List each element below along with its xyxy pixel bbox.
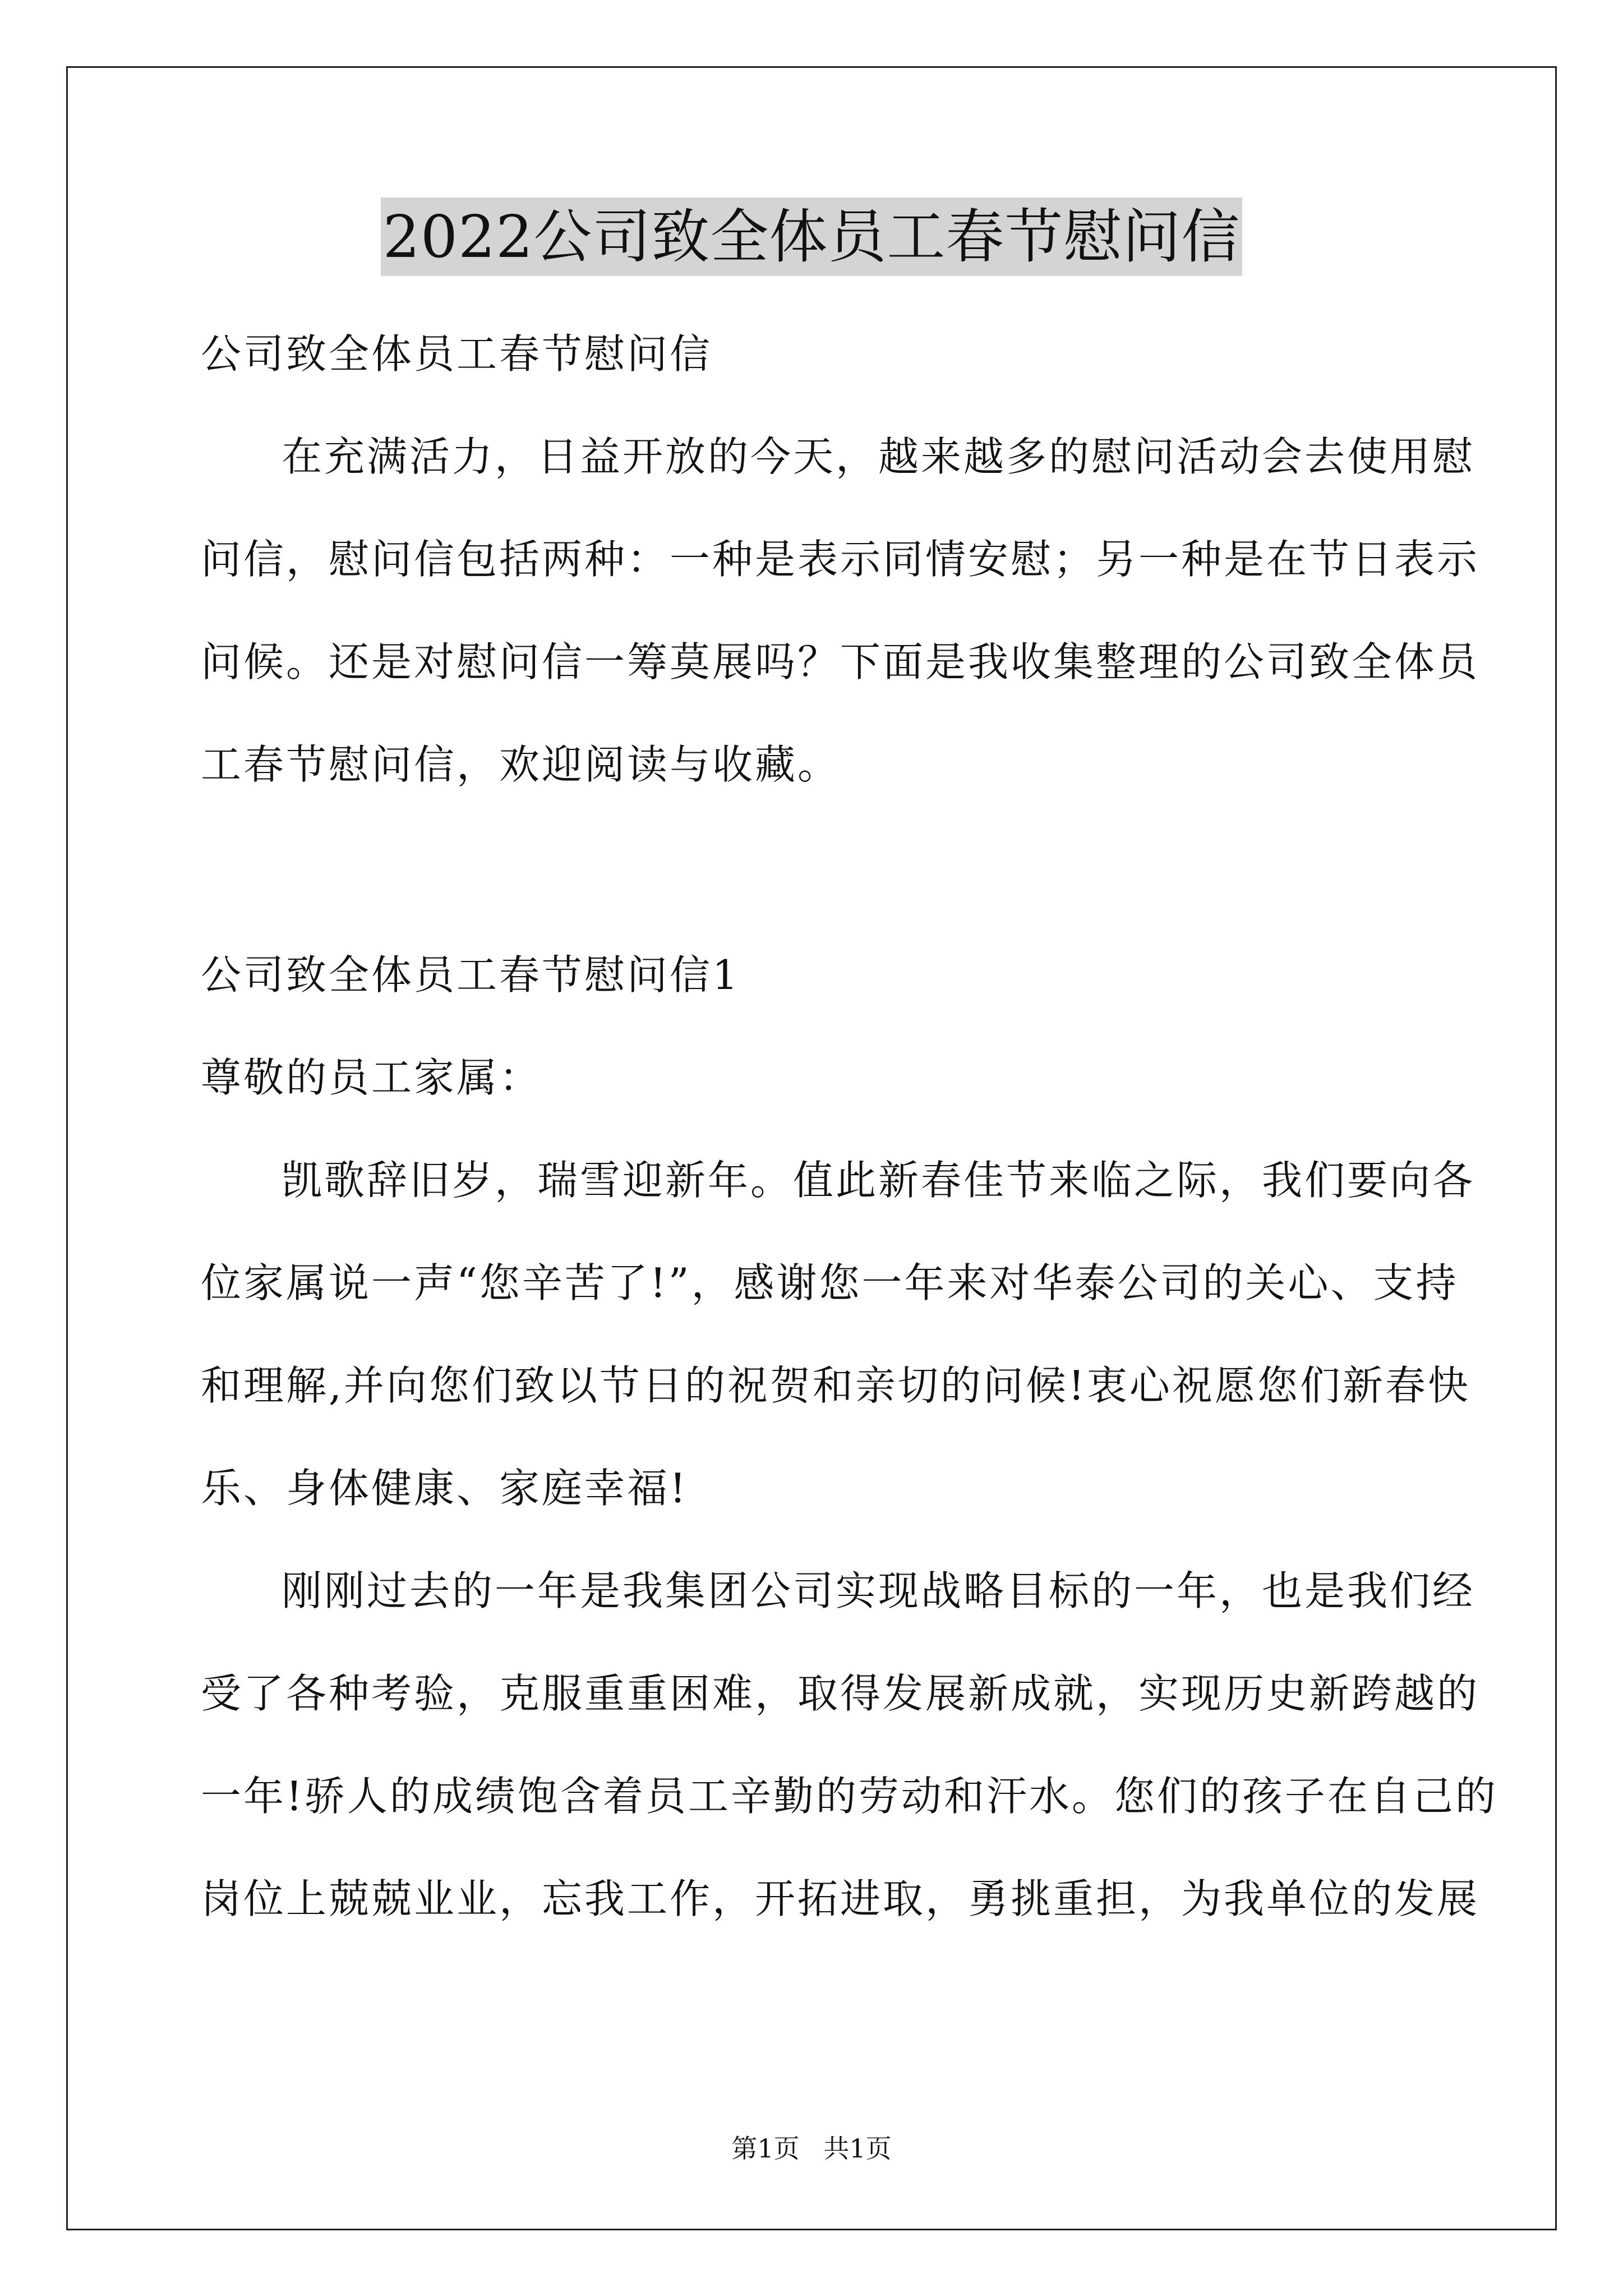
- page-number-current: 第1页: [731, 2133, 800, 2164]
- paragraph-line: 刚刚过去的一年是我集团公司实现战略目标的一年，也是我们经: [282, 1567, 1476, 1614]
- paragraph-line: 受了各种考验，克服重重困难，取得发展新成就，实现历史新跨越的: [201, 1670, 1480, 1717]
- intro-line: 在充满活力，日益开放的今天，越来越多的慰问活动会去使用慰: [282, 433, 1476, 480]
- document-body: [201, 303, 1498, 1950]
- intro-line: 问候。还是对慰问信一筹莫展吗？下面是我收集整理的公司致全体员: [201, 638, 1480, 685]
- section-gap: [201, 816, 1435, 924]
- paragraph-line: 位家属说一声“您辛苦了!”，感谢您一年来对华泰公司的关心、支持: [201, 1259, 1459, 1306]
- title-container: [0, 197, 1623, 276]
- page-footer: [0, 2132, 1623, 2165]
- paragraph-line: 和理解,并向您们致以节日的祝贺和亲切的问候!衷心祝愿您们新春快: [201, 1362, 1470, 1409]
- intro-line: 工春节慰问信，欢迎阅读与收藏。: [201, 741, 841, 788]
- paragraph-line: 岗位上兢兢业业，忘我工作，开拓进取，勇挑重担，为我单位的发展: [201, 1875, 1480, 1922]
- subtitle: 公司致全体员工春节慰问信: [201, 330, 713, 378]
- page-number-total: 共1页: [823, 2133, 892, 2164]
- paragraph-line: 一年!骄人的成绩饱含着员工辛勤的劳动和汗水。您们的孩子在自己的: [201, 1773, 1498, 1820]
- letter-heading: 公司致全体员工春节慰问信1: [201, 951, 740, 999]
- paragraph-line: 乐、身体健康、家庭幸福!: [201, 1465, 688, 1512]
- paragraph-line: 凯歌辞旧岁，瑞雪迎新年。值此新春佳节来临之际，我们要向各: [282, 1157, 1476, 1204]
- document-title: 2022公司致全体员工春节慰问信: [381, 197, 1243, 276]
- salutation: 尊敬的员工家属：: [201, 1054, 542, 1101]
- intro-line: 问信，慰问信包括两种：一种是表示同情安慰；另一种是在节日表示: [201, 536, 1480, 583]
